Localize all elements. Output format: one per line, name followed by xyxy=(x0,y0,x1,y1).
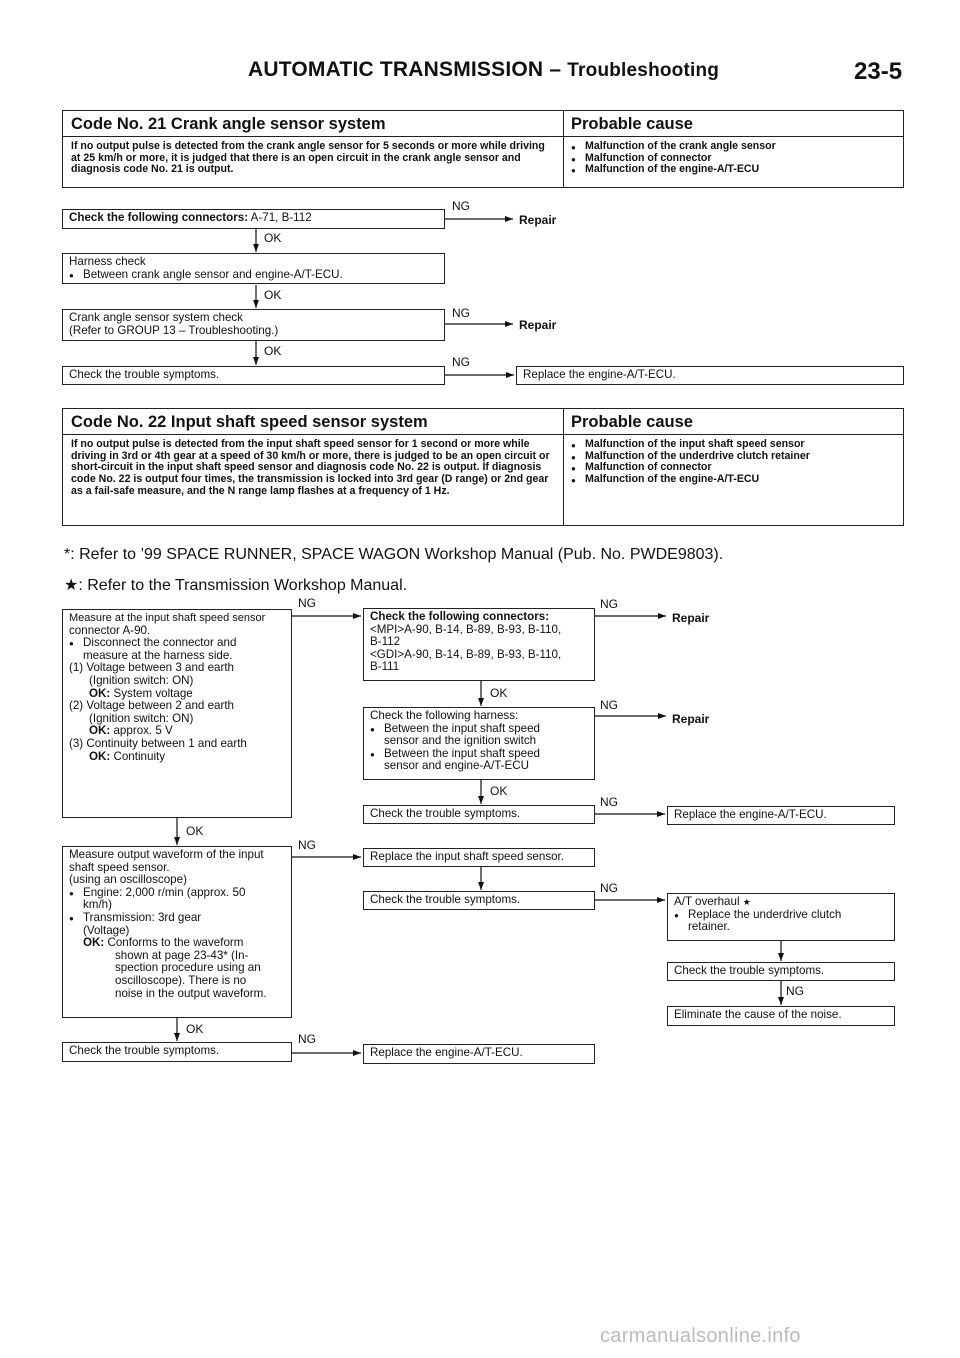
code21-cause-item: ● Malfunction of connector xyxy=(571,153,895,165)
flow21-check-symptoms: Check the trouble symptoms. xyxy=(62,366,445,385)
flow21-ng-label: NG xyxy=(452,355,470,369)
measure-line: (2) Voltage between 2 and earth xyxy=(69,699,235,713)
flow21-step1-rest: A-71, B-112 xyxy=(248,211,312,224)
ok-mark: OK: xyxy=(89,749,111,763)
flow21-repair2: Repair xyxy=(519,318,557,332)
waveform-line: spection procedure using an xyxy=(115,961,261,975)
flow22-ok-label: OK xyxy=(186,824,204,838)
ok-mark: OK: xyxy=(89,686,111,700)
flow22-ng-label: NG xyxy=(600,698,618,712)
ok-mark: OK: xyxy=(83,936,105,950)
page-number: 23-5 xyxy=(854,58,903,85)
measure-line: (3) Continuity between 1 and earth xyxy=(69,736,247,750)
measure-line: connector A-90. xyxy=(69,623,151,637)
flow21-replace-ecu: Replace the engine-A/T-ECU. xyxy=(516,366,904,385)
waveform-line: Measure output waveform of the input xyxy=(69,848,264,861)
overhaul-line: retainer. xyxy=(688,920,730,934)
harness-line: sensor and the ignition switch xyxy=(384,734,537,748)
harness-bullet: ● Between the input shaft speed xyxy=(370,723,588,736)
flow22-check-symptoms4: Check the trouble symptoms. xyxy=(62,1042,292,1062)
header-dash: – xyxy=(549,58,562,81)
flow22-ng-label: NG xyxy=(600,597,618,611)
flow21-sensor-line2: (Refer to GROUP 13 – Troubleshooting.) xyxy=(69,323,279,337)
flow22-check-symptoms: Check the trouble symptoms. xyxy=(363,805,595,824)
waveform-line: noise in the output waveform. xyxy=(115,986,267,1000)
measure-line: (Ignition switch: ON) xyxy=(89,711,194,725)
code21-title: Code No. 21 Crank angle sensor system xyxy=(63,111,563,137)
flow22-check-symptoms2: Check the trouble symptoms. xyxy=(363,891,595,910)
flow22-ng-label: NG xyxy=(786,984,804,998)
flow22-replace-ecu: Replace the engine-A/T-ECU. xyxy=(667,806,895,825)
flow21-ng-label: NG xyxy=(452,306,470,320)
flow22-ng-label: NG xyxy=(600,881,618,895)
waveform-line: km/h) xyxy=(83,898,112,912)
header-subtitle: Troubleshooting xyxy=(567,60,720,81)
flow21-harness-title: Harness check xyxy=(69,255,146,268)
ok-value: System voltage xyxy=(110,686,193,700)
flow22-ok-label: OK xyxy=(490,686,508,700)
watermark: carmanualsonline.info xyxy=(600,1325,801,1347)
ok-mark: OK: xyxy=(89,724,111,738)
harness-line: sensor and engine-A/T-ECU xyxy=(384,759,529,773)
flow21-ok-label: OK xyxy=(264,344,282,358)
flow22-ng-label: NG xyxy=(298,596,316,610)
overhaul-bullet: ● Replace the underdrive clutch xyxy=(674,909,888,922)
code22-cause-item: ● Malfunction of the input shaft speed sensor xyxy=(571,439,895,451)
code21-cause-item: ● Malfunction of the crank angle sensor xyxy=(571,141,895,153)
code22-title: Code No. 22 Input shaft speed sensor system xyxy=(63,409,563,435)
connectors-line: B-111 xyxy=(370,660,400,674)
measure-line: (Ignition switch: ON) xyxy=(89,673,194,687)
flow22-replace-sensor: Replace the input shaft speed sensor. xyxy=(363,848,595,867)
connectors-line: <GDI>A-90, B-14, B-89, B-93, B-110, xyxy=(370,647,562,661)
flow22-check-symptoms3: Check the trouble symptoms. xyxy=(667,962,895,981)
waveform-line: (Voltage) xyxy=(83,923,130,937)
code21-cause-item: ● Malfunction of the engine-A/T-ECU xyxy=(571,164,895,176)
waveform-bullet: ● Engine: 2,000 r/min (approx. 50 xyxy=(69,887,285,900)
black-star-icon: ★ xyxy=(742,897,751,907)
ok-value: Conforms to the waveform xyxy=(104,936,244,950)
waveform-line: (using an oscilloscope) xyxy=(69,873,187,887)
overhaul-label: A/T overhaul xyxy=(674,895,740,908)
connectors-line: <MPI>A-90, B-14, B-89, B-93, B-110, xyxy=(370,622,562,636)
flow21-step1-bold: Check the following connectors: xyxy=(69,211,249,224)
code22-cause-item: ● Malfunction of connector xyxy=(571,462,895,474)
black-star-note: ★: Refer to the Transmission Workshop Manual. xyxy=(64,577,408,594)
flow22-repair1: Repair xyxy=(672,611,710,625)
flow22-ng-label: NG xyxy=(600,795,618,809)
code22-cause-title: Probable cause xyxy=(563,409,903,435)
waveform-line: oscilloscope). There is no xyxy=(115,973,247,987)
flow21-ok-label: OK xyxy=(264,288,282,302)
flow22-replace-ecu2: Replace the engine-A/T-ECU. xyxy=(363,1044,595,1064)
measure-line: Measure at the input shaft speed sensor xyxy=(69,612,266,624)
measure-line: measure at the harness side. xyxy=(83,648,233,662)
flow21-repair1: Repair xyxy=(519,213,557,227)
waveform-line: shaft speed sensor. xyxy=(69,860,170,874)
measure-line: (1) Voltage between 3 and earth xyxy=(69,661,235,675)
harness-line: Check the following harness: xyxy=(370,709,519,722)
measure-bullet: ● Disconnect the connector and xyxy=(69,637,285,650)
flow22-ng-label: NG xyxy=(298,1032,316,1046)
flow22-repair2: Repair xyxy=(672,712,710,726)
code21-cause-title: Probable cause xyxy=(563,111,903,137)
flow22-ok-label: OK xyxy=(186,1022,204,1036)
ok-value: Continuity xyxy=(110,749,166,763)
waveform-bullet: ● Transmission: 3rd gear xyxy=(69,912,285,925)
connectors-title: Check the following connectors: xyxy=(370,610,550,623)
waveform-line: shown at page 23-43* (In- xyxy=(115,948,249,962)
flow22-ok-label: OK xyxy=(490,784,508,798)
code22-cause-item: ● Malfunction of the underdrive clutch retainer xyxy=(571,451,895,463)
code22-cause-item: ● Malfunction of the engine-A/T-ECU xyxy=(571,474,895,486)
flow21-ng-label: NG xyxy=(452,199,470,213)
code22-description: If no output pulse is detected from the input shaft speed sensor for 1 second or more while driving in 3rd or 4th gear at a speed of 30 km/h or more, there is judged to be an open circuit or short-circuit in the input shaft speed sensor and diagnosis code No. 22 is output. If diagnosis code No. 22 is output four times, the transmission is locked into 3rd gear (D range) or 2nd gear as a fail-safe measure, and the N range lamp flashes at a frequency of 1 Hz. xyxy=(71,438,550,497)
flow21-harness-item: ● Between crank angle sensor and engine-A/T-ECU. xyxy=(69,269,438,282)
code21-description: If no output pulse is detected from the crank angle sensor for 5 seconds or more while driving at 25 km/h or more, it is judged that there is an open circuit in the crank angle sensor and diagnosis code No. 21 is output. xyxy=(71,140,545,176)
harness-bullet: ● Between the input shaft speed xyxy=(370,748,588,761)
ok-value: approx. 5 V xyxy=(110,724,173,738)
flow21-sensor-line1: Crank angle sensor system check xyxy=(69,311,243,324)
connectors-line: B-112 xyxy=(370,635,401,649)
flow22-ng-label: NG xyxy=(298,838,316,852)
header-title: AUTOMATIC TRANSMISSION xyxy=(248,58,544,81)
flow21-ok-label: OK xyxy=(264,231,282,245)
flow22-eliminate-noise: Eliminate the cause of the noise. xyxy=(667,1006,895,1026)
star-note: *: Refer to ’99 SPACE RUNNER, SPACE WAGON Workshop Manual (Pub. No. PWDE9803). xyxy=(64,546,724,563)
